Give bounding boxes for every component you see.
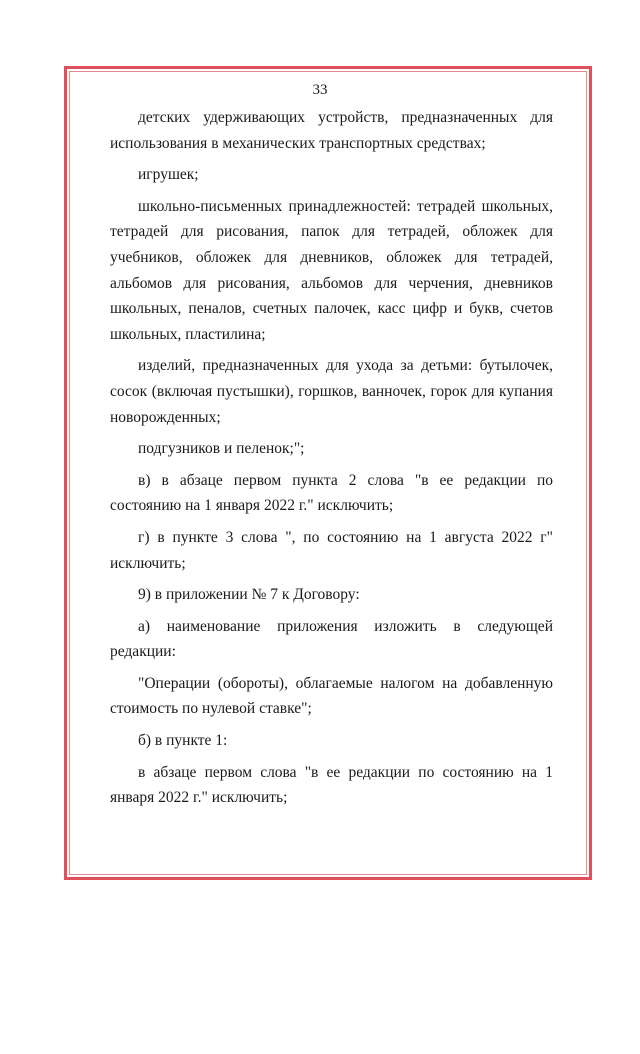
paragraph-8: 9) в приложении № 7 к Договору: [138, 586, 360, 604]
paragraph-9: а) наименование приложения изложить в следующей редакции: [110, 617, 553, 661]
paragraph-7: г) в пункте 3 слова ", по состоянию на 1 августа 2022 г" исключить; [110, 528, 553, 572]
paragraph-3: школьно-письменных принадлежностей: тетрадей школьных, тетрадей для рисования, папок для тетрадей, обложек для учебников, обложек для дневников, обложек для тетрадей, альбомов для рисования, альбомов для черчения, дневников школьных, пеналов, счетных палочек, касс цифр и букв, счетов школьных, пластилина; [110, 197, 553, 343]
paragraph-4: изделий, предназначенных для ухода за детьми: бутылочек, сосок (включая пустышки), горшков, ванночек, горок для купания новорожденных; [110, 357, 553, 426]
paragraph-10: "Операции (обороты), облагаемые налогом на добавленную стоимость по нулевой ставке"; [110, 674, 553, 718]
document-body [110, 105, 553, 811]
paragraph-1: детских удерживающих устройств, предназначенных для использования в механических транспортных средствах; [110, 109, 553, 152]
paragraph-2: игрушек; [138, 166, 199, 184]
paragraph-5: подгузников и пеленок;"; [138, 440, 305, 458]
paragraph-11: б) в пункте 1: [138, 732, 228, 750]
paragraph-12: в абзаце первом слова "в ее редакции по состоянию на 1 января 2022 г." исключить; [110, 763, 553, 807]
paragraph-6: в) в абзаце первом пункта 2 слова "в ее редакции по состоянию на 1 января 2022 г." исключить; [110, 471, 553, 515]
page-number: 33 [312, 82, 328, 98]
